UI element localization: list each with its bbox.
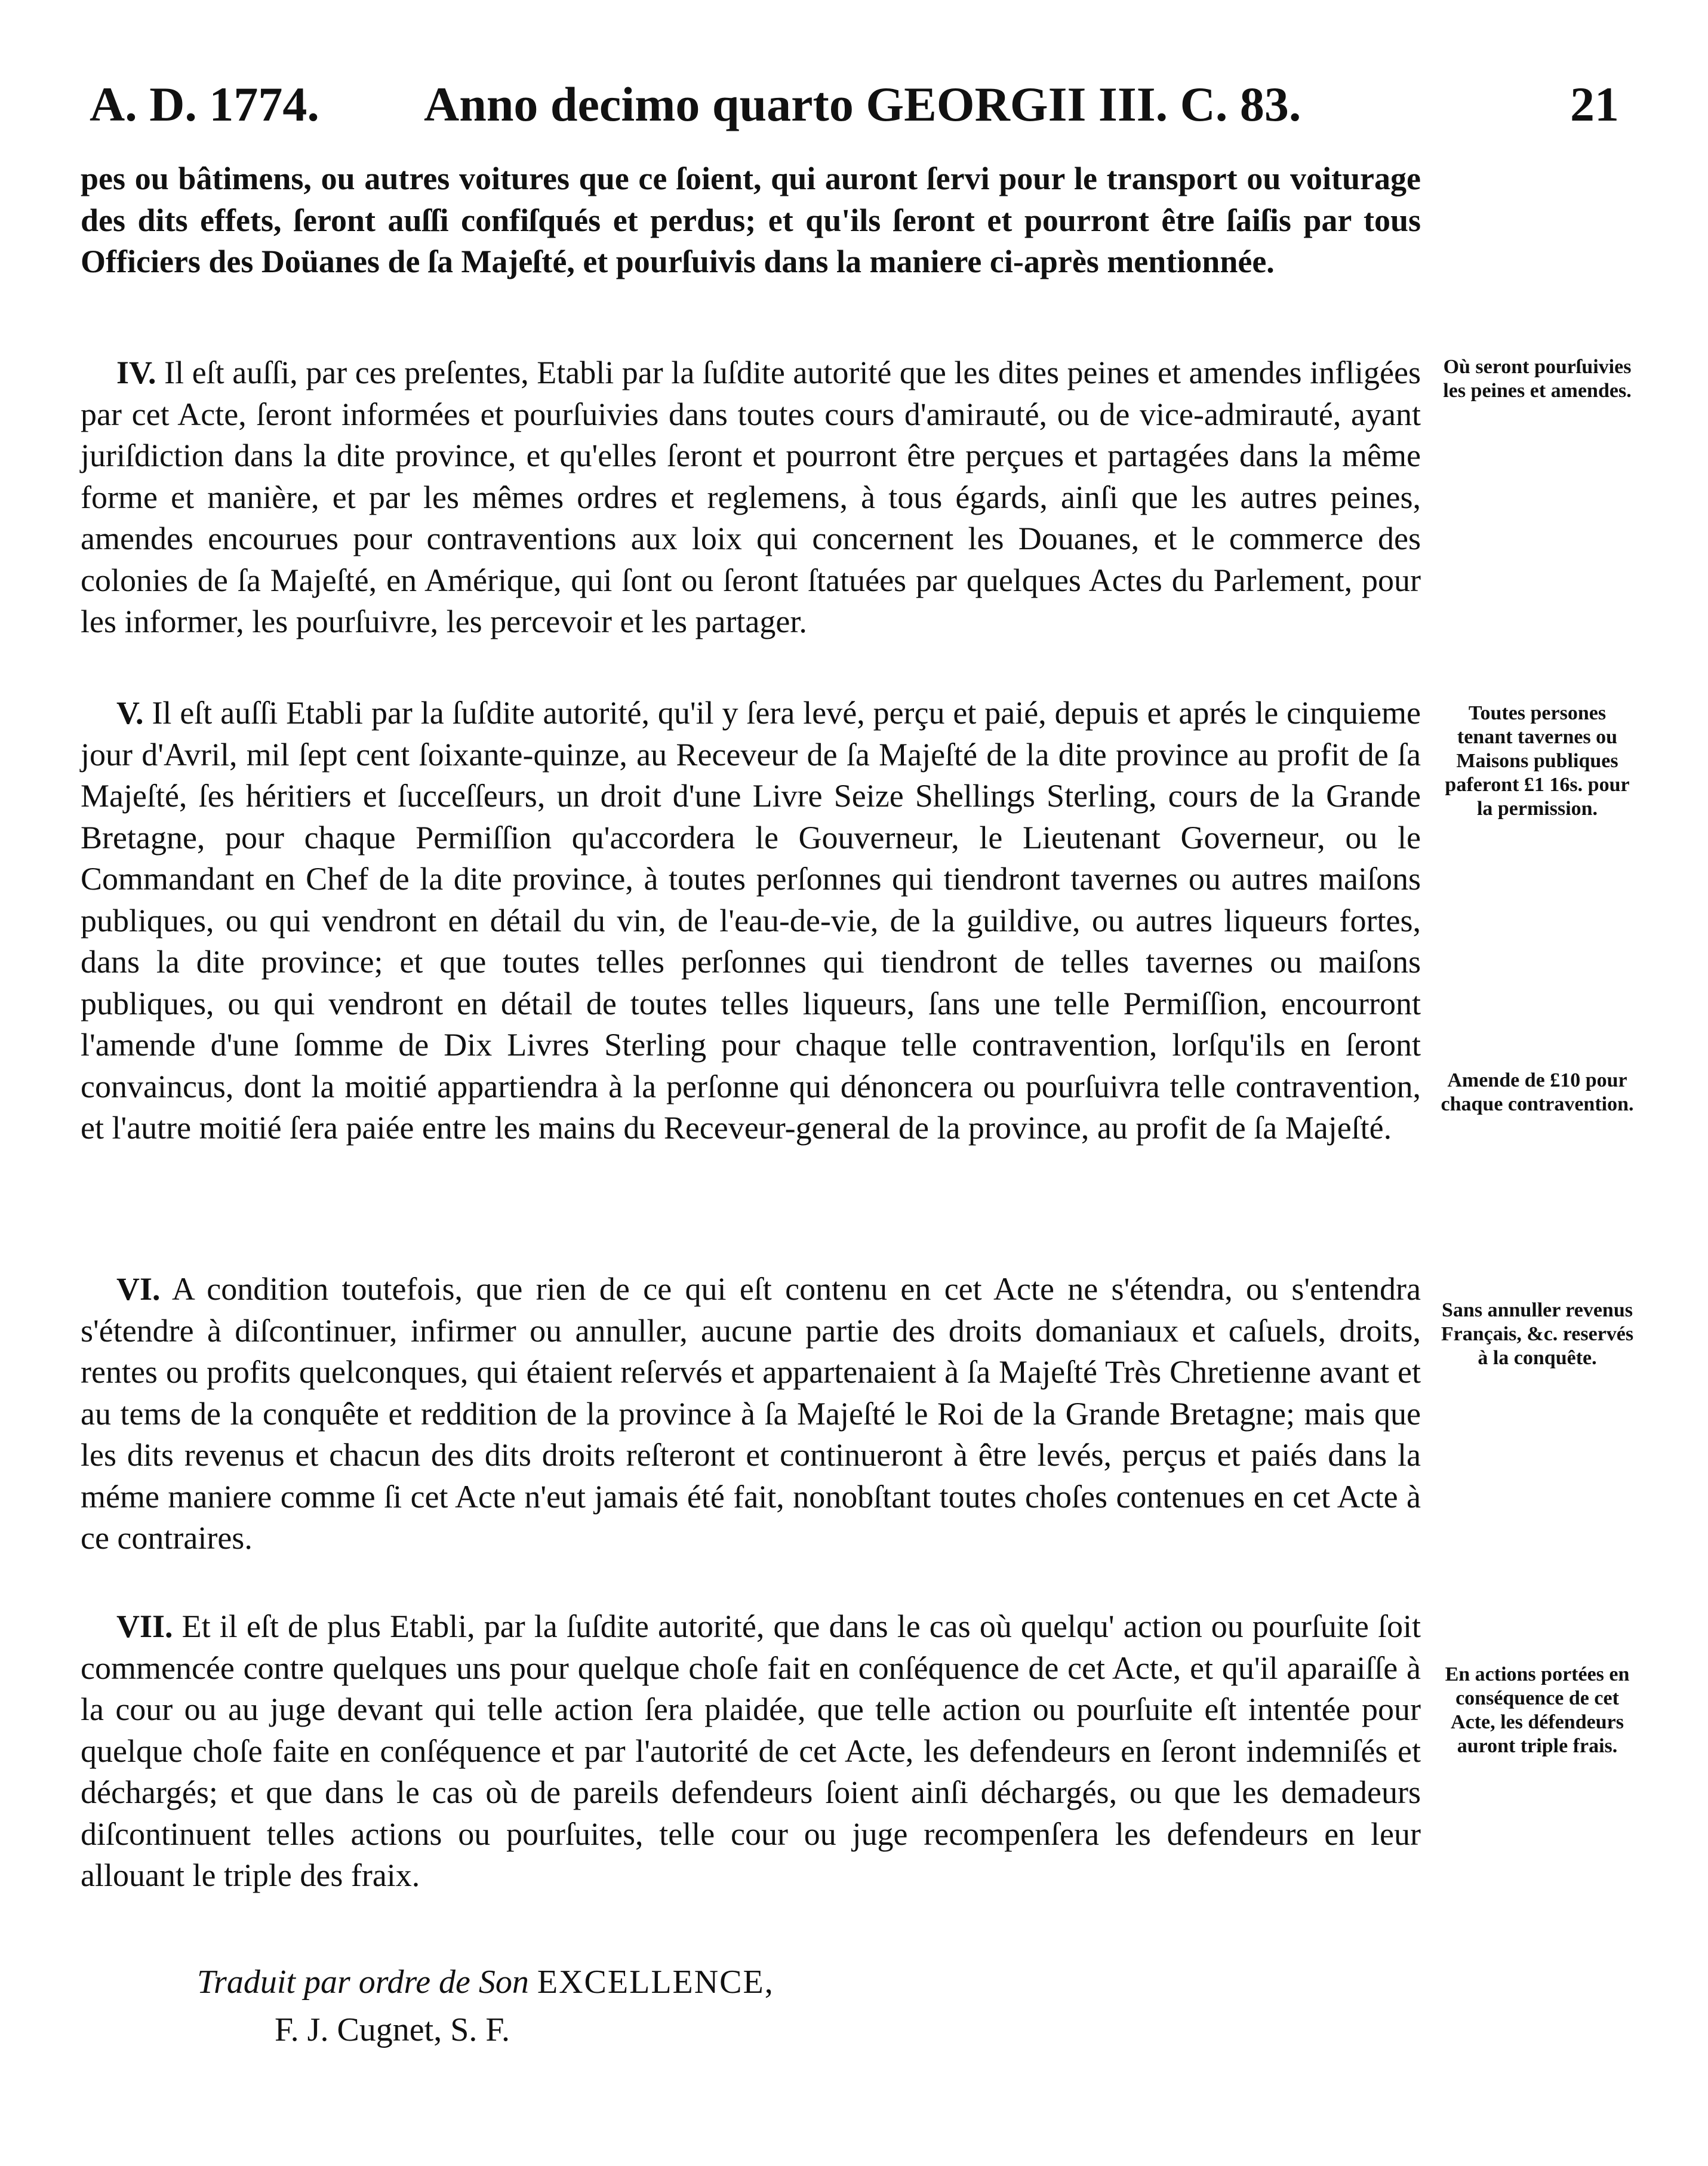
running-head <box>90 69 1642 140</box>
margin-note-vii: En actions portées en conséquence de cet Acte, les défendeurs auront triple frais. <box>1445 1663 1630 1757</box>
continuation-text: pes ou bâtimens, ou autres voitures que ce ſoient, qui auront ſervi pour le transport ou voiturage des dits effets, ſeront auſſi confiſqués et perdus; et qu'ils ſeront et pourront être ſaiſis par tous Officiers des Doüanes de ſa Majeſté, et pourſuivis dans la maniere ci-après mentionnée. <box>81 161 1421 279</box>
header-year: A. D. 1774. <box>90 77 319 131</box>
section-iv <box>81 352 1421 643</box>
translator-name: F. J. Cugnet, S. F. <box>275 2011 510 2048</box>
excellence-title: EXCELLENCE, <box>537 1964 774 2001</box>
continuation-paragraph <box>81 158 1421 283</box>
section-v <box>81 693 1421 1149</box>
margin-note-vi: Sans annuller revenus Français, &c. reservés à la conquête. <box>1441 1299 1634 1369</box>
translation-credit: Traduit par ordre de Son <box>197 1964 529 2001</box>
section-text: Il eſt auſſi Etabli par la ſuſdite autorité, qu'il y ſera levé, perçu et paié, depuis et aprés le cinquieme jour d'Avril, mil ſept cent ſoixante-quinze, au Receveur de ſa Majeſté de la dite province au profit de ſa Majeſté, ſes héritiers et ſucceſſeurs, un droit d'une Livre Seize Shellings Sterling, cours de la Grande Bretagne, pour chaque Permiſſion qu'accordera le Gouverneur, le Lieutenant Governeur, ou le Commandant en Chef de la dite province, à toutes perſonnes qui tiendront tavernes ou autres maiſons publiques, ou qui vendront en détail du vin, de l'eau-de-vie, de la guildive, ou autres liqueurs fortes, dans la dite province; et que toutes telles perſonnes qui tiendront de telles tavernes ou maiſons publiques, ou qui vendront en détail de toutes telles liqueurs, ſans une telle Permiſſion, encourront l'amende d'une ſomme de Dix Livres Sterling pour chaque telle contravention, lorſqu'ils en ſeront convaincus, dont la moitié appartiendra à la perſonne qui dénoncera ou pourſuivra telle contravention, et l'autre moitié ſera paiée entre les mains du Receveur-general de la province, au profit de ſa Majeſté. <box>81 695 1421 1146</box>
margin-note-v-fine: Amende de £10 pour chaque contravention. <box>1441 1069 1634 1115</box>
section-vi <box>81 1269 1421 1559</box>
header-title: Anno decimo quarto GEORGII III. C. 83. <box>424 77 1301 131</box>
section-number: V. <box>116 695 144 731</box>
signature-block <box>197 1958 774 2054</box>
section-text: Et il eſt de plus Etabli, par la ſuſdite autorité, que dans le cas où quelqu' action ou pourſuite ſoit commencée contre quelques uns pour quelque choſe fait en conſéquence de cet Acte, et qu'il aparaiſſe à la cour ou au juge devant qui telle action ſera plaidée, que telle action ou pourſuite eſt intentée pour quelque choſe faite en conſéquence et par l'autorité de cet Acte, les defendeurs en ſeront indemniſés et déchargés; et que dans le cas où de pareils defendeurs ſoient ainſi déchargés, ou que les demadeurs diſcontinuent telles actions ou pourſuites, telle cour ou juge recompenſera les defendeurs en leur allouant le triple des fraix. <box>81 1608 1421 1893</box>
page-number: 21 <box>1570 77 1619 131</box>
section-vii <box>81 1606 1421 1897</box>
section-number: IV. <box>116 355 156 390</box>
section-text: A condition toutefois, que rien de ce qui eſt contenu en cet Acte ne s'étendra, ou s'entendra s'étendre à diſcontinuer, infirmer ou annuller, aucune partie des droits domaniaux et caſuels, droits, rentes ou profits quelconques, qui étaient reſervés et appartenaient à ſa Majeſté Très Chretienne avant et au tems de la conquête et reddition de la province à ſa Majeſté le Roi de la Grande Bretagne; mais que les dits revenus et chacun des dits droits reſteront et continueront à être levés, perçus et paiés dans la méme maniere comme ſi cet Acte n'eut jamais été fait, nonobſtant toutes choſes contenues en cet Acte à ce contraires. <box>81 1271 1421 1556</box>
section-text: Il eſt auſſi, par ces preſentes, Etabli par la ſuſdite autorité que les dites peines et amendes infligées par cet Acte, ſeront informées et pourſuivies dans toutes cours d'amirauté, ou de vice-admirauté, ayant juriſdiction dans la dite province, et qu'elles ſeront et pourront être perçues et partagées dans la même forme et manière, et par les mêmes ordres et reglemens, à tous égards, ainſi que les autres peines, amendes encourues pour contraventions aux loix qui concernent les Douanes, et le commerce des colonies de ſa Majeſté, en Amérique, qui ſont ou ſeront ſtatuées par quelques Actes du Parlement, pour les informer, les pourſuivre, les percevoir et les partager. <box>81 355 1421 639</box>
section-number: VII. <box>116 1608 173 1644</box>
margin-note-v: Toutes persones tenant tavernes ou Maisons publiques paferont £1 16s. pour la permission. <box>1445 702 1630 820</box>
margin-note-iv: Où seront pourſuivies les peines et amendes. <box>1443 356 1632 402</box>
section-number: VI. <box>116 1271 161 1307</box>
signature-line-1 <box>197 1958 774 2006</box>
